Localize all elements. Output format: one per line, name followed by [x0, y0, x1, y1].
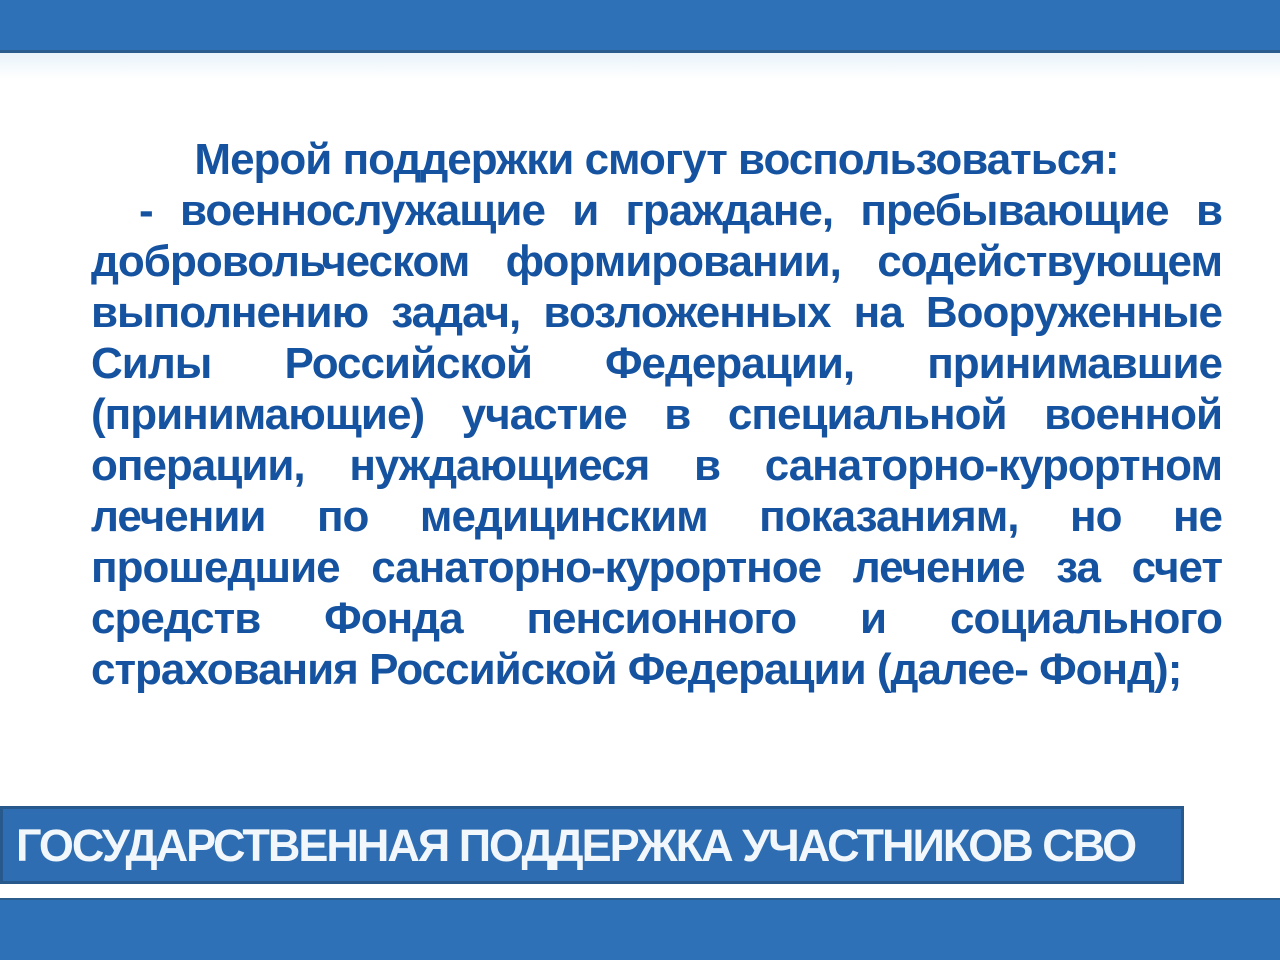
top-blue-bar [0, 0, 1280, 53]
footer-banner [0, 806, 1184, 884]
body-line: страхования Российской Федерации (далее- Фонд); [91, 645, 1182, 694]
slide-text-block [91, 134, 1222, 695]
body-line: средств Фонда пенсионного и социального [91, 594, 1222, 643]
bottom-blue-bar [0, 898, 1280, 960]
body-line: выполнению задач, возложенных на Вооруженные [91, 288, 1222, 337]
body-line: добровольческом формировании, содействующем [91, 237, 1222, 286]
body-line: (принимающие) участие в специальной военной [91, 390, 1222, 439]
body-line: операции, нуждающиеся в санаторно-курортном [91, 441, 1222, 490]
body-line: лечении по медицинским показаниям, но не [91, 492, 1222, 541]
body-line: прошедшие санаторно-курортное лечение за счет [91, 543, 1222, 592]
body-line: Силы Российской Федерации, принимавшие [91, 339, 1222, 388]
slide-heading: Мерой поддержки смогут воспользоваться: [194, 135, 1119, 184]
body-line: - военнослужащие и граждане, пребывающие в [139, 186, 1222, 235]
footer-banner-text: ГОСУДАРСТВЕННАЯ ПОДДЕРЖКА УЧАСТНИКОВ СВО [16, 819, 1136, 871]
top-bar-gradient [0, 53, 1280, 79]
